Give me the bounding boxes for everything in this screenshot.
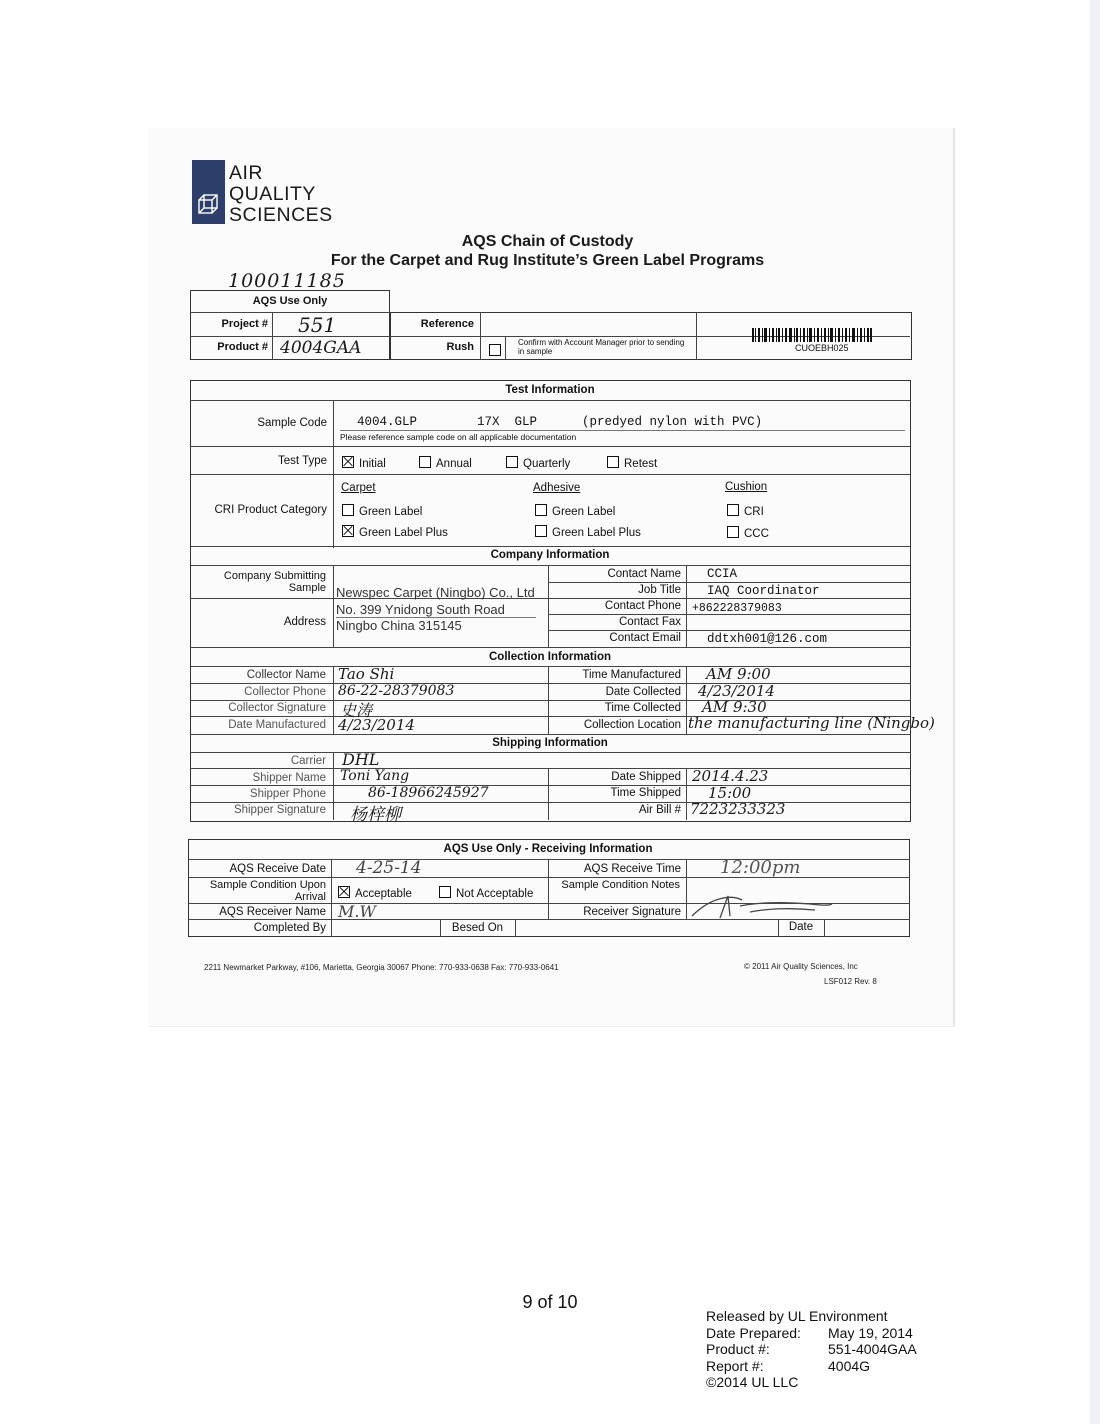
condition-label: Sample Condition Upon Arrival	[209, 879, 326, 903]
date-prepared-row	[706, 1325, 917, 1342]
checkbox-cushion-cri[interactable]	[727, 504, 739, 516]
cube-icon	[196, 192, 220, 216]
reference-label: Reference	[420, 318, 474, 330]
receive-time-value: 12:00pm	[720, 857, 801, 878]
page-number: 9 of 10	[522, 1292, 578, 1312]
quarterly-label: Quarterly	[523, 458, 571, 470]
page-edge	[1090, 0, 1100, 1424]
contact-phone-value: +862228379083	[692, 602, 782, 615]
ul-copyright: ©2014 UL LLC	[706, 1374, 799, 1390]
project-value: 551	[298, 313, 337, 337]
sample-code-label: Sample Code	[257, 417, 327, 429]
project-label: Project #	[221, 318, 268, 330]
adhesive-green-label-plus[interactable]	[535, 525, 641, 539]
shipper-phone-label: Shipper Phone	[249, 788, 326, 800]
address-label: Address	[283, 616, 326, 628]
shipper-phone-value: 86-18966245927	[368, 785, 489, 801]
initial-label: Initial	[359, 458, 386, 470]
contact-phone-label: Contact Phone	[604, 600, 681, 612]
checkbox-carpet-glp[interactable]	[342, 525, 354, 537]
contact-fax-label: Contact Fax	[619, 616, 681, 628]
aqs-logo-text	[229, 163, 333, 226]
checkbox-annual[interactable]	[419, 456, 431, 468]
collector-phone-value: 86-22-28379083	[338, 683, 455, 699]
address-line-1: No. 399 Ynidong South Road	[336, 602, 505, 617]
receiver-name-value: M.W	[338, 902, 376, 921]
collector-phone-label: Collector Phone	[244, 686, 326, 698]
job-title-value: IAQ Coordinator	[707, 584, 820, 598]
retest-label: Retest	[624, 458, 658, 470]
acceptable-label: Acceptable	[355, 888, 412, 900]
rush-note: Confirm with Account Manager prior to sending in sample	[518, 338, 685, 356]
report-number-value: 4004G	[828, 1357, 871, 1374]
product-row	[706, 1341, 917, 1358]
form-footer-address: 2211 Newmarket Parkway, #106, Marietta, Georgia 30067 Phone: 770-933-0638 Fax: 770-933-0641	[204, 963, 559, 972]
checkbox-adhesive-glp[interactable]	[535, 525, 547, 537]
shipper-name-label: Shipper Name	[252, 772, 326, 784]
carrier-value: DHL	[342, 750, 380, 769]
checkbox-acceptable[interactable]	[338, 886, 350, 898]
date-shipped-value: 2014.4.23	[692, 767, 769, 785]
cushion-ccc-label: CCC	[744, 528, 769, 540]
carpet-heading: Carpet	[341, 482, 376, 494]
carpet-gl-label: Green Label	[359, 506, 423, 518]
checkbox-initial[interactable]	[342, 456, 354, 468]
test-type-initial[interactable]	[342, 456, 386, 470]
form-title: AQS Chain of Custody	[461, 233, 634, 250]
test-type-quarterly[interactable]	[506, 456, 570, 470]
receiver-name-label: AQS Receiver Name	[219, 906, 326, 918]
condition-not-acceptable[interactable]	[439, 886, 533, 900]
shipping-info-header: Shipping Information	[492, 737, 608, 749]
adhesive-heading: Adhesive	[533, 482, 581, 494]
rush-checkbox[interactable]	[489, 344, 501, 356]
adhesive-gl-label: Green Label	[552, 506, 616, 518]
not-acceptable-label: Not Acceptable	[456, 888, 534, 900]
rush-label: Rush	[446, 341, 474, 353]
receiver-signature-scribble	[690, 892, 835, 922]
shipper-signature-value: 杨梓柳	[350, 805, 401, 825]
logo-line-1: AIR	[229, 162, 264, 184]
cushion-cri[interactable]	[727, 504, 764, 518]
condition-acceptable[interactable]	[338, 886, 412, 900]
company-info-header: Company Information	[490, 549, 610, 561]
cri-category-label: CRI Product Category	[214, 504, 327, 516]
carrier-label: Carrier	[290, 755, 326, 767]
sample-code-note: Please reference sample code on all applicable documentation	[340, 432, 577, 442]
receiving-info-header: AQS Use Only - Receiving Information	[443, 843, 653, 855]
logo-line-3: SCIENCES	[229, 204, 333, 226]
test-type-label: Test Type	[277, 455, 327, 467]
test-info-header: Test Information	[505, 384, 595, 396]
date-label: Date	[788, 921, 814, 933]
date-collected-value: 4/23/2014	[698, 682, 775, 700]
cushion-heading: Cushion	[725, 481, 768, 493]
checkbox-not-acceptable[interactable]	[439, 886, 451, 898]
carpet-glp-label: Green Label Plus	[359, 527, 448, 539]
test-type-annual[interactable]	[419, 456, 472, 470]
carpet-green-label-plus[interactable]	[342, 525, 448, 539]
form-footer-copyright: © 2011 Air Quality Sciences, Inc	[744, 962, 858, 971]
barcode-text: CUOEBH025	[795, 343, 849, 353]
completed-by-label: Completed By	[253, 922, 326, 934]
checkbox-adhesive-gl[interactable]	[535, 504, 547, 516]
time-manufactured-value: AM 9:00	[706, 665, 771, 683]
time-shipped-value: 15:00	[708, 784, 752, 802]
carpet-green-label[interactable]	[342, 504, 422, 518]
collection-location-value: the manufacturing line (Ningbo)	[688, 714, 935, 732]
product-value: 4004GAA	[280, 338, 362, 358]
receive-time-label: AQS Receive Time	[583, 863, 681, 875]
adhesive-glp-label: Green Label Plus	[552, 527, 641, 539]
date-manufactured-value: 4/23/2014	[338, 716, 415, 734]
checkbox-quarterly[interactable]	[506, 456, 518, 468]
cushion-cri-label: CRI	[744, 506, 764, 518]
receiver-signature-label: Receiver Signature	[583, 906, 681, 918]
date-collected-label: Date Collected	[605, 686, 681, 698]
air-bill-label: Air Bill #	[638, 804, 681, 816]
contact-email-label: Contact Email	[609, 632, 681, 644]
checkbox-carpet-gl[interactable]	[342, 504, 354, 516]
date-shipped-label: Date Shipped	[611, 771, 681, 783]
contact-email-value: ddtxh001@126.com	[707, 632, 828, 646]
barcode	[752, 328, 872, 342]
adhesive-green-label[interactable]	[535, 504, 615, 518]
contact-name-value: CCIA	[707, 567, 738, 581]
shipper-name-value: Toni Yang	[340, 768, 410, 784]
handwritten-id: 100011185	[228, 270, 346, 292]
form-subtitle: For the Carpet and Rug Institute’s Green Label Programs	[330, 252, 765, 269]
time-collected-label: Time Collected	[604, 702, 681, 714]
job-title-label: Job Title	[638, 584, 681, 596]
release-info	[706, 1308, 917, 1391]
cushion-ccc[interactable]	[727, 526, 769, 540]
condition-notes-label: Sample Condition Notes	[561, 879, 680, 891]
report-number-label: Report #:	[706, 1357, 764, 1374]
collection-location-label: Collection Location	[583, 719, 681, 731]
collector-name-label: Collector Name	[246, 669, 326, 681]
checkbox-retest[interactable]	[607, 456, 619, 468]
time-manufactured-label: Time Manufactured	[582, 669, 681, 681]
based-on-label: Besed On	[451, 922, 504, 934]
aqs-use-only-header: AQS Use Only	[252, 295, 328, 307]
address-line-2: Ningbo China 315145	[336, 618, 462, 633]
product-number-value: 551-4004GAA	[828, 1341, 917, 1357]
sample-code-value: 4004.GLP 17X GLP (predyed nylon with PVC)	[357, 415, 763, 429]
released-by: Released by UL Environment	[706, 1308, 888, 1324]
date-prepared-label: Date Prepared:	[706, 1324, 801, 1341]
company-submitting-label: Company Submitting Sample	[223, 570, 326, 594]
contact-name-label: Contact Name	[607, 568, 681, 580]
collector-signature-value: 史涛	[340, 701, 373, 720]
test-type-retest[interactable]	[607, 456, 657, 470]
logo-line-2: QUALITY	[229, 183, 316, 205]
annual-label: Annual	[436, 458, 472, 470]
company-name-value: Newspec Carpet (Ningbo) Co., Ltd	[336, 585, 535, 600]
checkbox-cushion-ccc[interactable]	[727, 526, 739, 538]
air-bill-value: 7223233323	[690, 800, 786, 818]
product-number-label: Product #:	[706, 1341, 770, 1357]
time-collected-value: AM 9:30	[702, 698, 767, 716]
product-label: Product #	[217, 341, 268, 353]
collector-signature-label: Collector Signature	[228, 702, 326, 714]
form-footer-rev: LSF012 Rev. 8	[824, 977, 877, 986]
time-shipped-label: Time Shipped	[610, 787, 681, 799]
report-row	[706, 1358, 917, 1375]
date-manufactured-label: Date Manufactured	[228, 719, 326, 731]
receive-date-label: AQS Receive Date	[229, 863, 326, 875]
date-prepared-value: May 19, 2014	[828, 1324, 913, 1341]
collector-name-value: Tao Shi	[338, 665, 395, 683]
collection-info-header: Collection Information	[488, 651, 612, 663]
receive-date-value: 4-25-14	[356, 858, 422, 878]
shipper-signature-label: Shipper Signature	[233, 804, 326, 816]
